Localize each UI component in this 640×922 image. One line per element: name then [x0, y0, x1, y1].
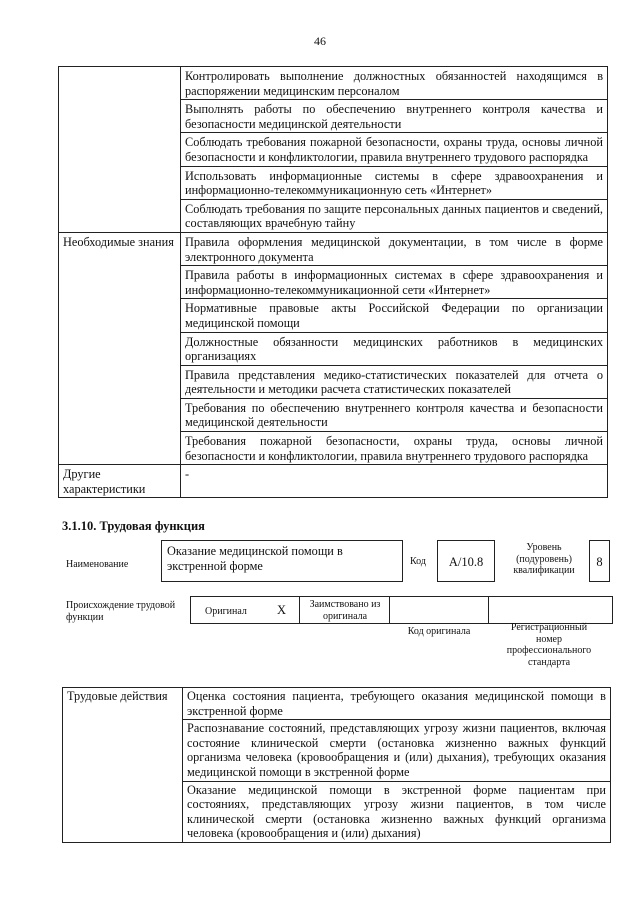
knowledge-item: Правила представления медико-статистических показателей для отчета о деятельности и методики расчета статистических показателей: [181, 365, 608, 398]
name-label: Наименование: [66, 559, 129, 570]
labor-action-item: Оказание медицинской помощи в экстренной форме пациентам при состояниях, представляющих угрозу жизни пациентов, в том числе клинической смерти (остановка жизненно важных функций организма человека (кровообращения и (или) дыхания): [183, 781, 611, 842]
function-name-box: [161, 540, 403, 582]
labor-action-item: Распознавание состояний, представляющих угрозу жизни пациентов, включая состояние клинической смерти (остановка жизненно важных функций организма человека (кровообращения и (или) дыхания), требующих оказания медицинской помощи в экстренной форме: [183, 720, 611, 781]
original-label: Оригинал: [205, 606, 247, 617]
origin-label: Происхождение трудовой функции: [66, 600, 176, 623]
other-value: -: [181, 465, 608, 498]
code-box: [437, 540, 495, 582]
knowledge-item: Требования пожарной безопасности, охраны труда, основы личной безопасности и конфликтологии, правила внутреннего трудового распорядка: [181, 432, 608, 465]
code-original-label: Код оригинала: [407, 626, 471, 637]
reg-number-label: Регистрационный номер профессионального стандарта: [506, 622, 592, 668]
section-title: 3.1.10. Трудовая функция: [62, 519, 205, 533]
function-name-value: Оказание медицинской помощи в экстренной форме: [167, 544, 343, 573]
code-label: Код: [410, 556, 426, 567]
table-row: [63, 688, 611, 720]
knowledge-item: Нормативные правовые акты Российской Федерации по организации медицинской помощи: [181, 299, 608, 332]
knowledge-label: Необходимые знания: [59, 232, 181, 464]
labor-actions-label: Трудовые действия: [63, 688, 183, 843]
knowledge-item: Должностные обязанности медицинских работников в медицинских организациях: [181, 332, 608, 365]
divider: [299, 597, 300, 623]
labor-actions-table: [62, 687, 611, 843]
table-row: [59, 232, 608, 265]
page-number: 46: [314, 34, 326, 48]
code-value: А/10.8: [448, 555, 484, 569]
knowledge-item: Требования по обеспечению внутреннего контроля качества и безопасности медицинской деятельности: [181, 398, 608, 431]
original-mark: X: [277, 603, 287, 617]
skill-item: Соблюдать требования по защите персональных данных пациентов и сведений, составляющих врачебную тайну: [181, 199, 608, 232]
borrowed-label: Заимствовано из оригинала: [309, 599, 381, 622]
knowledge-item: Правила работы в информационных системах в сфере здравоохранения и информационно-телекоммуникационной сети «Интернет»: [181, 266, 608, 299]
knowledge-item: Правила оформления медицинской документации, в том числе в форме электронного документа: [181, 232, 608, 265]
skill-item: Соблюдать требования пожарной безопасности, охраны труда, основы личной безопасности и конфликтологии, правила внутреннего трудового распорядка: [181, 133, 608, 166]
level-value: 8: [596, 555, 603, 569]
table-row: [59, 465, 608, 498]
labor-action-item: Оценка состояния пациента, требующего оказания медицинской помощи в экстренной форме: [183, 688, 611, 720]
skills-knowledge-table: [58, 66, 608, 498]
skill-item: Выполнять работы по обеспечению внутреннего контроля качества и безопасности медицинской деятельности: [181, 100, 608, 133]
skill-item: Контролировать выполнение должностных обязанностей находящимся в распоряжении медицинским персоналом: [181, 67, 608, 100]
skills-label-cell: [59, 67, 181, 233]
divider: [488, 597, 489, 623]
origin-table: [190, 596, 613, 624]
level-label: Уровень (подуровень) квалификации: [513, 542, 575, 576]
skill-item: Использовать информационные системы в сфере здравоохранения и информационно-телекоммуникационную сеть «Интернет»: [181, 166, 608, 199]
other-label: Другие характеристики: [59, 465, 181, 498]
table-row: [59, 67, 608, 100]
level-box: [589, 540, 610, 582]
divider: [389, 597, 390, 623]
